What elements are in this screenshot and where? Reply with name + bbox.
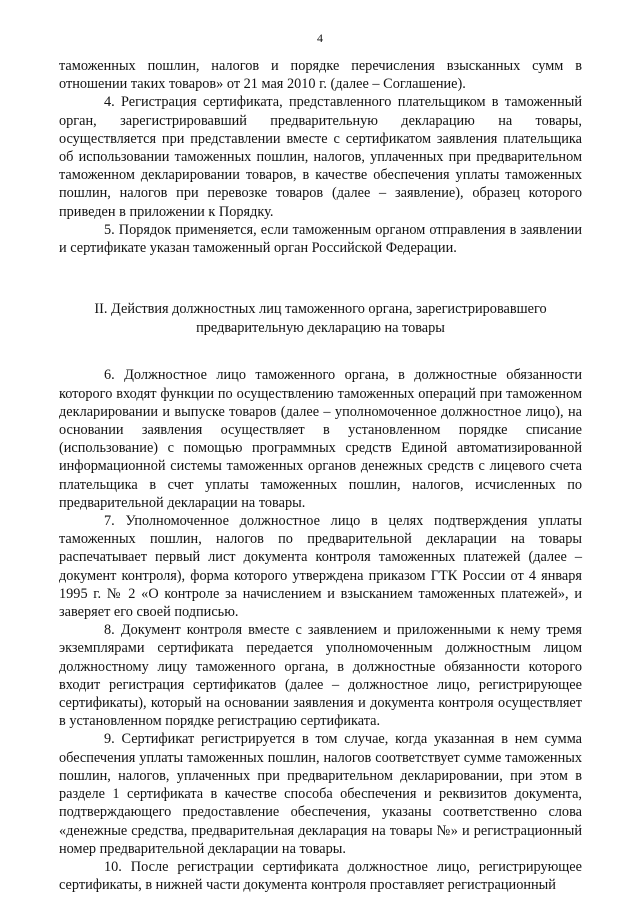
paragraph-8: 8. Документ контроля вместе с заявлением и приложенными к нему тремя экземплярами сертификата передается уполномоченным должностным лицом должностному лицу таможенного органа, в должностные обязанности которого входит регистрация сертификатов (далее – должностное лицо, регистрирующее сертификаты), который на основании заявления и документа контроля осуществляет в установленном порядке регистрацию сертификата. <box>59 622 582 730</box>
paragraph-5: 5. Порядок применяется, если таможенным органом отправления в заявлении и сертификате указан таможенный орган Российской Федерации. <box>59 221 582 257</box>
paragraph-continuation: таможенных пошлин, налогов и порядке перечисления взысканных сумм в отношении таких товаров» от 21 мая 2010 г. (далее – Соглашение). <box>59 58 582 93</box>
paragraph-9: 9. Сертификат регистрируется в том случае, когда указанная в нем сумма обеспечения уплаты таможенных пошлин, налогов соответствует сумме таможенных пошлин, налогов, уплаченных при предварительном декларировании, при этом в разделе 1 сертификата в качестве способа обеспечения и реквизитов документа, подтверждающего предоставление обеспечения, указаны соответственно слова «денежные средства, предварительная декларация на товары №» и регистрационный номер предварительной декларации на товары. <box>59 731 582 857</box>
paragraph-6: 6. Должностное лицо таможенного органа, в должностные обязанности которого входят функции по осуществлению таможенных операций при таможенном декларировании и выпуске товаров (далее – уполномоченное должностное лицо), на основании заявления осуществляет в установленном порядке списание (использование) с помощью программных средств Единой автоматизированной информационной системы таможенных органов денежных средств с лицевого счета плательщика в счет уплаты таможенных пошлин, налогов, исчисленных по предварительной декларации на товары. <box>59 367 582 511</box>
paragraph-4: 4. Регистрация сертификата, представленного плательщиком в таможенный орган, зарегистрировавший предварительную декларацию на товары, осуществляется при представлении вместе с сертификатом заявления плательщика об использовании таможенных пошлин, налогов, уплаченных при предварительном таможенном декларировании товаров, в качестве обеспечения уплаты таможенных пошлин, налогов при перевозке товаров (далее – заявление), образец которого приведен в приложении к Порядку. <box>59 94 582 220</box>
document-body <box>59 57 582 894</box>
paragraph-10: 10. После регистрации сертификата должностное лицо, регистрирующее сертификаты, в нижней части документа контроля проставляет регистрационный <box>59 858 582 894</box>
paragraph-7: 7. Уполномоченное должностное лицо в целях подтверждения уплаты таможенных пошлин, налогов по предварительной декларации на товары распечатывает первый лист документа контроля таможенных платежей (далее – документ контроля), форма которого утверждена приказом ГТК России от 4 января 1995 г. № 2 «О контроле за начислением и взысканием таможенных платежей», и заверяет его своей подписью. <box>59 513 582 621</box>
section-heading: II. Действия должностных лиц таможенного органа, зарегистрировавшего предварительную декларацию на товары <box>94 301 547 336</box>
page-number: 4 <box>317 31 323 45</box>
